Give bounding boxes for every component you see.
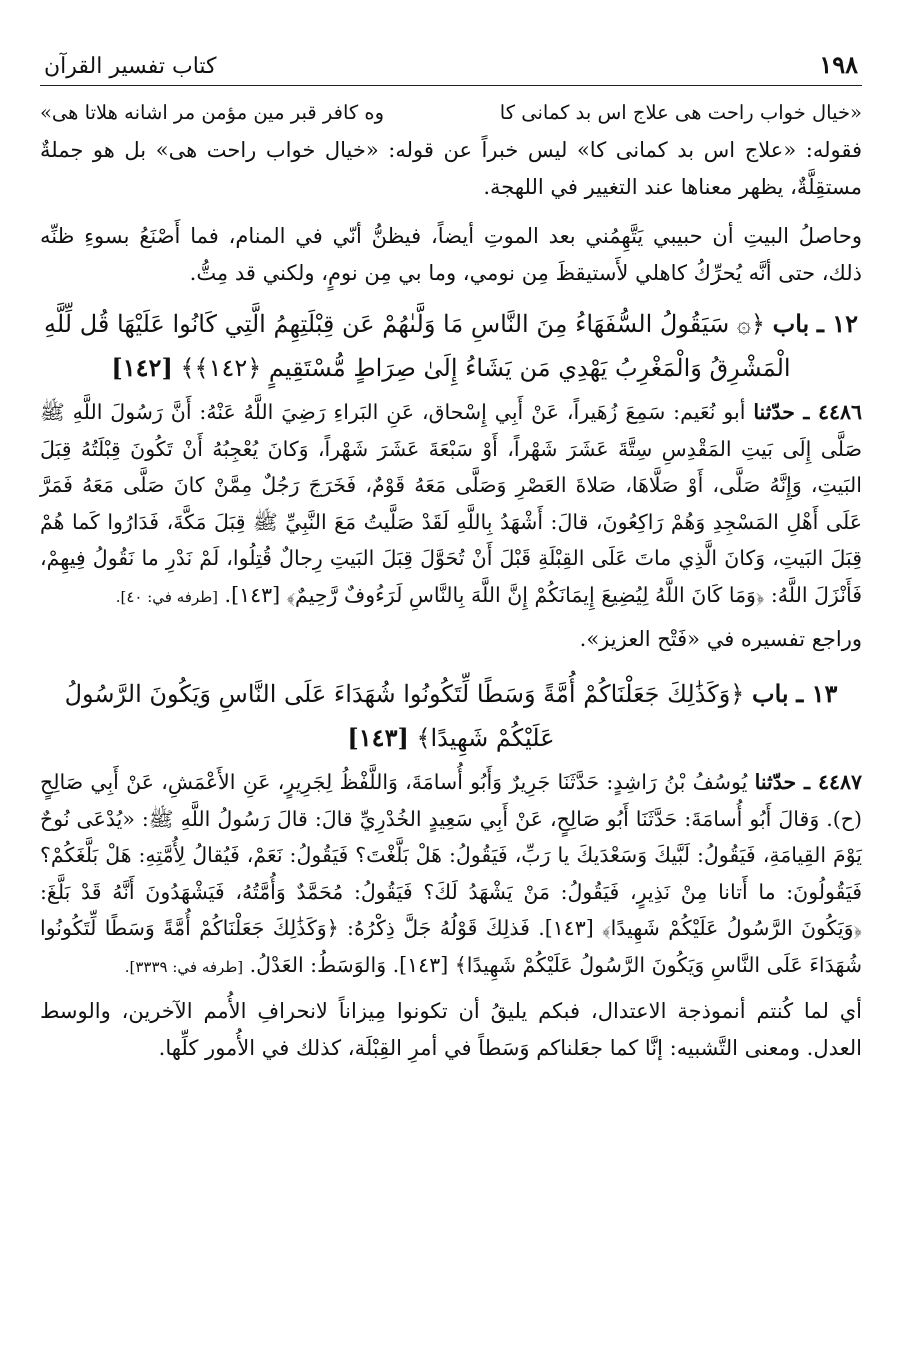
note-fath-al-aziz: وراجع تفسيره في «فَتْح العزيز». <box>579 627 862 651</box>
chapter-ayah-ref: [١٤٣] <box>347 723 409 752</box>
chapter-heading-12 <box>40 302 862 390</box>
verse-second-hemistich: وه كافر قبر مين مؤمن مر اشانه هلاتا هى» <box>40 100 385 124</box>
commentary-paragraph-final: أي لما كُنتم أنموذجة الاعتدال، فبكم يليقُ أن تكونوا مِيزاناً لانحرافِ الأُمم الآخرين، والوسط العدل. ومعنى التَّشبيه: إنَّا كما جعَلناكم وَسَطاً في أمرِ القِبْلَة، كذلك في الأُمور كلِّها. <box>40 999 862 1060</box>
hadith-tarf: [طرفه في: ٤٠]. <box>115 587 219 606</box>
chapter-ayah: ﴿۞ سَيَقُولُ السُّفَهَاءُ مِنَ النَّاسِ مَا وَلَّىٰهُمْ عَن قِبْلَتِهِمُ الَّتِي كَانُوا عَلَيْهَا قُل لِّلَّهِ الْمَشْرِقُ وَالْمَغْرِبُ يَهْدِي مَن يَشَاءُ إِلَىٰ صِرَاطٍ مُّسْتَقِيمٍ ﴿١٤٢﴾﴾ <box>43 310 791 382</box>
book-title: كتاب تفسير القرآن <box>44 54 217 79</box>
hadith-lead: ٤٤٨٦ ـ حدّثنا <box>753 400 862 424</box>
commentary-paragraph-summary: وحاصلُ البيتِ أن حبيبي يَتَّهِمُني بعد الموتِ أيضاً، فيظنُّ أنّي في المنام، فما أَصْنَعُ بسوءِ ظنِّه ذلك، حتى أنَّه يُحرِّكُ كاهلي لأَستيقظَ مِن نومي، وما بي مِن نومٍ، ولكني قد مِتُّ. <box>40 224 862 285</box>
hadith-lead: ٤٤٨٧ ـ حدّثنا <box>754 770 862 794</box>
hadith-4486 <box>40 394 862 615</box>
hadith-4487 <box>40 764 862 985</box>
poetry-verse <box>40 92 862 132</box>
chapter-label: باب <box>752 679 789 708</box>
chapter-heading-13 <box>40 672 862 760</box>
page-header <box>40 40 862 86</box>
hadith-text: أبو نُعَيم: سَمِعَ زُهَيراً، عَنْ أَبِي إِسْحاق، عَنِ البَراءِ رَضِيَ اللَّهُ عَنْهُ: أَنَّ رَسُولَ اللَّهِ ﷺ صَلَّى إِلَى بَيتِ المَقْدِسِ سِتَّةَ عَشَرَ شَهْراً، أَوْ سَبْعَةَ عَشَرَ شَهْراً، وَكانَ يُعْجِبُهُ أَنْ تَكُونَ قِبْلَتُهُ قِبَلَ البَيتِ، وَإِنَّهُ صَلَّى، أَوْ صَلَّاهَا، صَلاةَ العَصْرِ وَصَلَّى مَعَهُ قَوْمٌ، فَخَرَجَ رَجُلٌ مِمَّنْ كانَ صَلَّى مَعَهُ فَمَرَّ عَلَى أَهْلِ المَسْجِدِ وَهُمْ رَاكِعُونَ، قالَ: أَشْهَدُ بِاللَّهِ لَقَدْ صَلَّيتُ مَعَ النَّبِيِّ ﷺ قِبَلَ مَكَّةَ، فَدَارُوا كَما هُمْ قِبَلَ البَيتِ، وَكانَ الَّذِي ماتَ عَلَى القِبْلَةِ قَبْلَ أَنْ تُحَوَّلَ قِبَلَ البَيتِ رِجالٌ قُتِلُوا، لَمْ نَدْرِ ما نَقُولُ فِيهِمْ، فَأَنْزَلَ اللَّهُ: ﴿وَمَا كَانَ اللَّهُ لِيُضِيعَ إِيمَانَكُمْ إِنَّ اللَّهَ بِالنَّاسِ لَرَءُوفٌ رَّحِيمٌ﴾ [١٤٣]. <box>40 400 862 607</box>
hadith-text: يُوسُفُ بْنُ رَاشِدٍ: حَدَّثَنَا جَرِيرٌ وَأَبُو أُسامَةَ، وَاللَّفْظُ لِجَرِيرٍ، عَنِ الأَعْمَشِ، عَنْ أَبِي صَالِحٍ (ح). وَقالَ أَبُو أُسامَةَ: حَدَّثَنَا أَبُو صَالِحٍ، عَنْ أَبِي سَعِيدٍ الخُدْرِيِّ قالَ: قالَ رَسُولُ اللَّهِ ﷺ: «يُدْعَى نُوحٌ يَوْمَ القِيامَةِ، فَيَقُولُ: لَبَّيكَ وَسَعْدَيكَ يا رَبِّ، فَيَقُولُ: هَلْ بَلَّغْتَ؟ فَيَقُولُ: نَعَمْ، فَيُقالُ لِأُمَّتِهِ: هَلْ بَلَّغَكُمْ؟ فَيَقُولُونَ: ما أَتانا مِنْ نَذِيرٍ، فَيَقُولُ: مَنْ يَشْهَدُ لَكَ؟ فَيَقُولُ: مُحَمَّدٌ وَأُمَّتُهُ، فَيَشْهَدُونَ أَنَّهُ قَدْ بَلَّغَ: ﴿وَيَكُونَ الرَّسُولُ عَلَيْكُمْ شَهِيدًا﴾ [١٤٣]. فَذلِكَ قَوْلُهُ جَلَّ ذِكْرُهُ: ﴿وَكَذَٰلِكَ جَعَلْنَاكُمْ أُمَّةً وَسَطًا لِّتَكُونُوا شُهَدَاءَ عَلَى النَّاسِ وَيَكُونَ الرَّسُولُ عَلَيْكُمْ شَهِيدًا﴾ [١٤٣]. وَالوَسَطُ: العَدْلُ. <box>40 770 862 977</box>
chapter-ayah: ﴿وَكَذَٰلِكَ جَعَلْنَاكُمْ أُمَّةً وَسَطًا لِّتَكُونُوا شُهَدَاءَ عَلَى النَّاسِ وَيَكُونَ الرَّسُولُ عَلَيْكُمْ شَهِيدًا﴾ <box>64 680 745 752</box>
chapter-number: ١٢ ـ <box>816 309 859 338</box>
chapter-ayah-ref: [١٤٢] <box>111 353 173 382</box>
commentary-paragraph: فقوله: «علاج اس بد كمانى كا» ليس خبراً عن قوله: «خيال خواب راحت هى» بل هو جملةٌ مستقِلَّةٌ، يظهر معناها عند التغيير في اللهجة. <box>40 138 862 199</box>
chapter-number: ١٣ ـ <box>796 679 838 708</box>
page-number: ١٩٨ <box>819 50 858 79</box>
chapter-label: باب <box>772 309 810 338</box>
verse-first-hemistich: «خيال خواب راحت هى علاج اس بد كمانى كا <box>499 100 862 124</box>
hadith-tarf: [طرفه في: ٣٣٣٩]. <box>124 957 244 976</box>
